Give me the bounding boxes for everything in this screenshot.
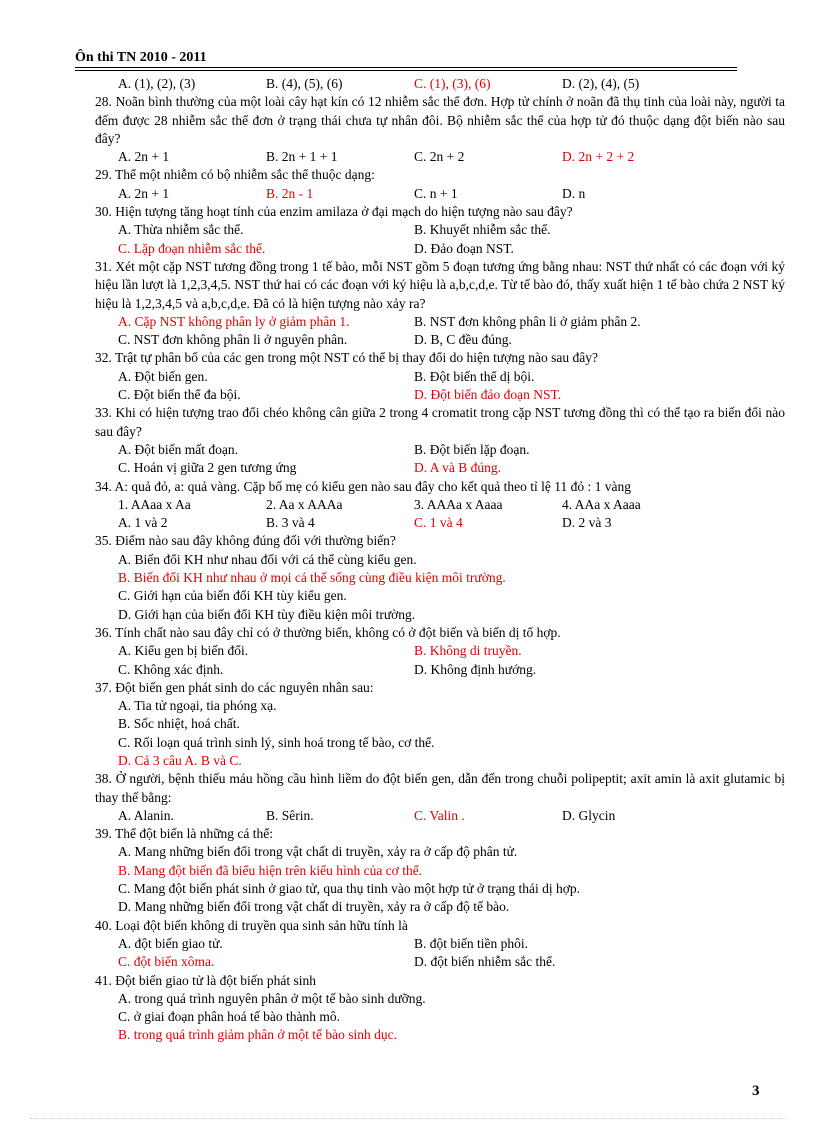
answer-option: C. Lặp đoạn nhiễm sắc thể.	[118, 240, 266, 256]
option: C. Đột biến thể đa bội.	[118, 387, 241, 403]
option-row	[95, 75, 785, 93]
option-row	[95, 148, 785, 166]
option-row	[95, 514, 785, 532]
option: C. Rối loạn quá trình sinh lý, sinh hoá trong tế bào, cơ thể.	[118, 734, 435, 750]
option: A. Biến đổi KH như nhau đối với cá thể cùng kiểu gen.	[118, 551, 417, 567]
option: A. Tia tử ngoại, tia phóng xạ.	[118, 698, 277, 714]
answer-option: D. Cả 3 câu A. B và C.	[118, 752, 242, 768]
option: B. Sốc nhiệt, hoá chất.	[118, 716, 240, 732]
answer-option: D. Đột biến đảo đoạn NST.	[414, 387, 562, 403]
page-header: Ôn thi TN 2010 - 2011	[75, 50, 207, 65]
cross: 3. AAAa x Aaaa	[414, 496, 503, 512]
header-rule	[75, 67, 737, 68]
option: B. 2n + 1 + 1	[266, 149, 338, 165]
question-33: 33. Khi có hiện tượng trao đổi chéo không cân giữa 2 trong 4 cromatit trong cặp NST tương đồng thì có thể tạo ra biến đổi nào sau đây?	[95, 405, 785, 439]
option: D. đột biến nhiễm sắc thể.	[414, 954, 556, 970]
page-number: 3	[752, 1083, 760, 1099]
question-29: 29. Thể một nhiễm có bộ nhiễm sắc thể thuộc dạng:	[95, 167, 375, 183]
question-39: 39. Thể đột biến là những cá thể:	[95, 826, 274, 842]
answer-option: D. 2n + 2 + 2	[562, 149, 635, 165]
answer-option: B. Không di truyền.	[414, 643, 522, 659]
answer-option: C. đột biến xôma.	[118, 954, 215, 970]
option-row	[95, 386, 785, 404]
option: B. đột biến tiền phôi.	[414, 935, 528, 951]
answer-option: B. 2n - 1	[266, 185, 314, 201]
option: D. B, C đều đúng.	[414, 332, 512, 348]
option: D. n	[562, 185, 586, 201]
option: C. Không xác định.	[118, 661, 224, 677]
cross-row	[95, 496, 785, 514]
option: C. ở giai đoạn phân hoá tế bào thành mô.	[118, 1009, 340, 1025]
option: B. (4), (5), (6)	[266, 76, 343, 91]
question-38: 38. Ở người, bệnh thiếu máu hồng cầu hình liềm do đột biến gen, dẫn đến trong chuỗi polipeptit; axit amin là axit glutamic bị thay thế bằng:	[95, 771, 785, 805]
footer-rule	[30, 1118, 786, 1119]
option: A. Đột biến mất đoạn.	[118, 441, 238, 457]
option-row	[95, 807, 785, 825]
cross: 1. AAaa x Aa	[118, 496, 191, 512]
option: B. Đột biến thể dị bội.	[414, 368, 535, 384]
option: A. 2n + 1	[118, 149, 170, 165]
answer-option: C. 1 và 4	[414, 515, 463, 531]
option-row	[95, 331, 785, 349]
option: C. NST đơn không phân li ở nguyên phân.	[118, 332, 348, 348]
answer-option: B. trong quá trình giảm phân ở một tế bào sinh dục.	[118, 1027, 397, 1043]
option: A. (1), (2), (3)	[118, 76, 196, 91]
answer-option: B. Mang đột biến đã biểu hiện trên kiểu hình của cơ thể.	[118, 862, 423, 878]
answer-option: C. (1), (3), (6)	[414, 76, 491, 91]
option: A. 2n + 1	[118, 185, 170, 201]
question-30: 30. Hiện tượng tăng hoạt tính của enzim amilaza ở đại mạch do hiện tượng nào sau đây?	[95, 204, 573, 220]
question-28: 28. Noãn bình thường của một loài cây hạt kín có 12 nhiễm sắc thể đơn. Hợp tử chính ở noãn đã thụ tinh của loài này, người ta đếm được 28 nhiễm sắc thể đơn ở trạng thái chưa tự nhân đôi. Bộ nhiễm sắc thể của hợp tử đó thuộc dạng đột biến nào sau đây?	[95, 94, 785, 146]
question-40: 40. Loại đột biến không di truyền qua sinh sản hữu tính là	[95, 917, 408, 933]
option: C. Mang đột biến phát sinh ở giao tử, qua thụ tinh vào một hợp tử ở trạng thái dị hợp.	[118, 881, 581, 897]
question-34: 34. A: quả đỏ, a: quả vàng. Cặp bố mẹ có kiểu gen nào sau đây cho kết quả theo tỉ lệ 11 đỏ : 1 vàng	[95, 478, 631, 494]
answer-option: B. Biến đổi KH như nhau ở mọi cá thể sống cùng điều kiện môi trường.	[118, 570, 506, 586]
option: C. 2n + 2	[414, 149, 465, 165]
question-35: 35. Điểm nào sau đây không đúng đối với thường biến?	[95, 533, 396, 549]
option: B. Đột biến lặp đoạn.	[414, 441, 530, 457]
answer-option: C. Valin .	[414, 807, 465, 823]
option: D. Giới hạn của biến đổi KH tùy điều kiện môi trường.	[118, 606, 416, 622]
option-row	[95, 240, 785, 258]
option-row	[95, 185, 785, 203]
option-row	[95, 661, 785, 679]
option-row	[95, 441, 785, 459]
option: A. Thừa nhiễm sắc thể.	[118, 222, 244, 238]
option: A. 1 và 2	[118, 515, 168, 531]
option: C. n + 1	[414, 185, 458, 201]
option-row	[95, 642, 785, 660]
option: D. 2 và 3	[562, 515, 612, 531]
option: C. Hoán vị giữa 2 gen tương ứng	[118, 460, 297, 476]
header-rule	[75, 70, 737, 71]
option: A. Mang những biến đổi trong vật chất di truyền, xảy ra ở cấp độ phân tử.	[118, 844, 518, 860]
cross: 4. AAa x Aaaa	[562, 496, 641, 512]
answer-option: D. A và B đúng.	[414, 460, 502, 476]
option: B. NST đơn không phân li ở giảm phân 2.	[414, 313, 641, 329]
option: D. Glycin	[562, 807, 616, 823]
question-36: 36. Tính chất nào sau đây chỉ có ở thường biến, không có ở đột biến và biến dị tổ hợp.	[95, 624, 561, 640]
option: D. Đảo đoạn NST.	[414, 240, 514, 256]
option: D. Không định hướng.	[414, 661, 537, 677]
question-41: 41. Đột biến giao tử là đột biến phát sinh	[95, 972, 317, 988]
option: C. Giới hạn của biến đổi KH tùy kiểu gen.	[118, 588, 347, 604]
answer-option: A. Cặp NST không phân ly ở giảm phân 1.	[118, 313, 350, 329]
option: D. Mang những biến đổi trong vật chất di truyền, xảy ra ở cấp độ tế bào.	[118, 899, 510, 915]
cross: 2. Aa x AAAa	[266, 496, 343, 512]
question-37: 37. Đột biến gen phát sinh do các nguyên nhân sau:	[95, 679, 374, 695]
option: A. Alanin.	[118, 807, 174, 823]
question-31: 31. Xét một cặp NST tương đồng trong 1 tế bào, mỗi NST gồm 5 đoạn tương ứng bằng nhau: NST thứ nhất có các đoạn với ký hiệu lần lượt là 1,2,3,4,5. NST thứ hai có các đoạn với ký hiệu là a,b,c,d,e. Từ tế bào đó, thấy xuất hiện 1 tế bào chứa 2 NST ký hiệu là 1,2,3,4,5 và a,b,c,d,e. Đã có là hiện tượng nào xảy ra?	[95, 258, 785, 311]
option: B. Khuyết nhiễm sắc thể.	[414, 222, 551, 238]
option-row	[95, 221, 785, 239]
option: D. (2), (4), (5)	[562, 76, 640, 91]
question-list	[95, 75, 785, 1045]
option-row	[95, 459, 785, 477]
question-32: 32. Trật tự phân bố của các gen trong một NST có thể bị thay đổi do hiện tượng nào sau đây?	[95, 350, 598, 366]
option: A. trong quá trình nguyên phân ở một tế bào sinh dưỡng.	[118, 990, 426, 1006]
option-row	[95, 368, 785, 386]
option-row	[95, 953, 785, 971]
option: B. Sêrin.	[266, 807, 314, 823]
option: B. 3 và 4	[266, 515, 315, 531]
option-row	[95, 935, 785, 953]
option: A. Kiểu gen bị biến đổi.	[118, 643, 249, 659]
option: A. Đột biến gen.	[118, 368, 208, 384]
option-row	[95, 313, 785, 331]
option: A. đột biến giao tử.	[118, 935, 223, 951]
